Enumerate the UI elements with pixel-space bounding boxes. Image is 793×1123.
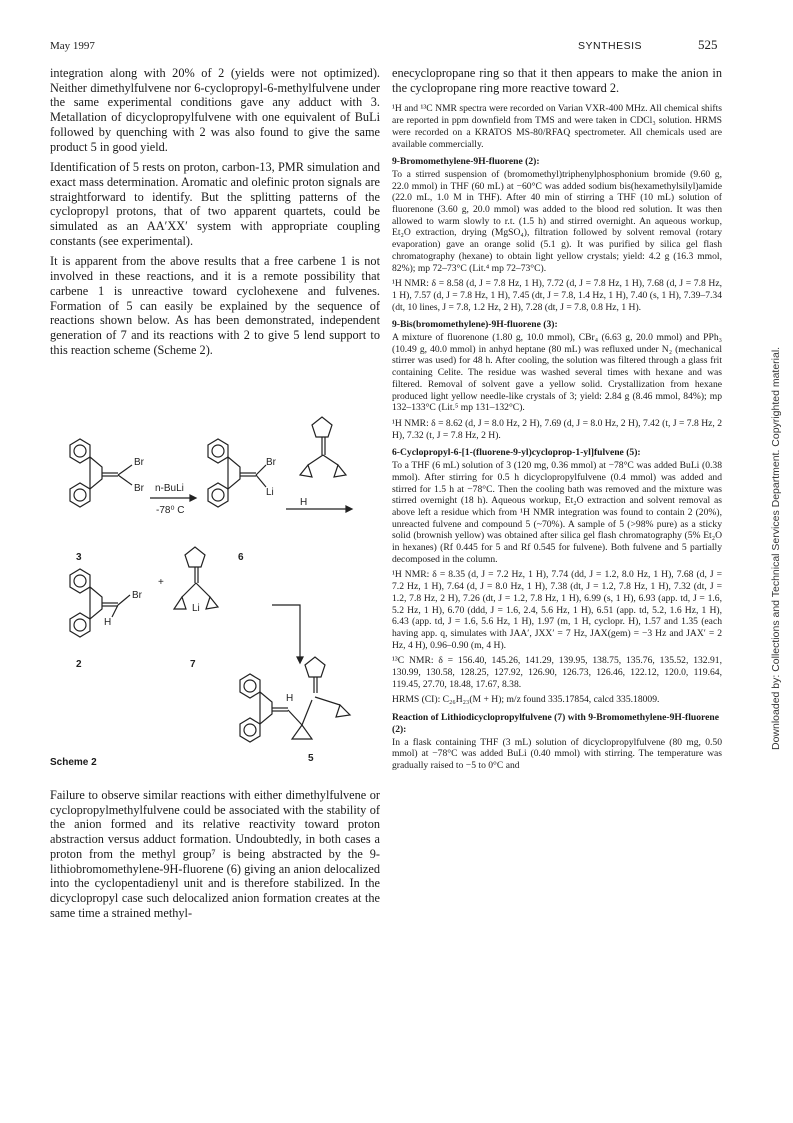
- fluorene-ring-6: [208, 439, 240, 507]
- section-body: To a stirred suspension of (bromomethyl)triphenylphosphonium bromide (9.60 g, 22.0 mmol) in THF (60 mL) at −60°C was added sodium bis(hexamethylsilyl)amide (22.0 mL, 1.0 M in THF). After 40 min of stirring a THF (10 mL) solution of fluorenone (3.60 g, 20.0 mmol) was added to the blood red solution. It was then allowed to warm slowly to r.t. (1.5 h) and stirred overnight. An aqueous workup, Et₂O extraction, drying (MgSO₄), filtration followed by solvent removal (rotary evaporation) gave an orange solid (5.1 g). It was purified by silica gel flash chromatography (hexane) to obtain light yellow crystals; yield: 4.2 g (16.3 mmol, 82%); mp 72–73°C (Lit.⁴ mp 72–73°C).: [392, 168, 722, 274]
- cyclopentadiene-ring: [312, 417, 332, 437]
- general-methods: ¹H and ¹³C NMR spectra were recorded on Varian VXR-400 MHz. All chemical shifts are reported in ppm downfield from TMS and were taken in CDCl₃ solution. HRMS were recorded on a KRATOS MS-80/RFAQ spectrometer. All chemicals used are available commercially.: [392, 103, 722, 150]
- nmr-data: ¹H NMR: δ = 8.62 (d, J = 8.0 Hz, 2 H), 7.69 (d, J = 8.0 Hz, 2 H), 7.42 (t, J = 7.8 Hz, 2 H), 7.32 (t, J = 7.8 Hz, 2 H).: [392, 417, 722, 441]
- hrms-data: HRMS (CI): C₂₆H₂₃(M + H); m/z found 335.17854, calcd 335.18009.: [392, 694, 660, 706]
- section-body: To a THF (6 mL) solution of 3 (120 mg, 0.36 mmol) at −78°C was added BuLi (0.38 mmol). After stirring for 0.5 h dicyclopropylfulvene (0.4 mmol) was added and stirred for 1.5 h at −78°C. Then the cooling bath was removed and the mixture was stirred overnight (18 h). Aqueous workup, Et₂O extraction and solvent removal as above left a residue which from ¹H NMR integration was found to contain 2 (20%), unreacted fulvene and compound 5 (~70%). A sample of 5 (>98% pure) as a sticky solid (brownish yellow) was obtained after silica gel flash chromatography (5% Et₂O in hexanes) (Rf 0.445 for 5 and Rf 0.545 for fulvene). Both fulvene and 5 partially decomposed in the column.: [392, 460, 722, 565]
- download-watermark: [770, 300, 790, 750]
- section-title: Reaction of Lithiodicyclopropylfulvene (7) with 9-Bromomethylene-9H-fluorene (2):: [392, 712, 719, 735]
- atom-label: H: [286, 693, 294, 704]
- compound-number: 7: [190, 659, 196, 670]
- cyclopentadiene-ring: [305, 657, 325, 677]
- fluorene-ring-2: [70, 569, 102, 637]
- paragraph: integration along with 20% of 2 (yields were not optimized). Neither dimethylfulvene nor 6-cyclopropyl-6-methylfulvene under the same experimental conditions gave any adduct with 3. Metallation of dicyclopropylfulvene with one equivalent of BuLi followed by quenching with 2 was also found to give the same product 5 in good yield.: [50, 66, 380, 154]
- atom-label: H: [300, 497, 308, 508]
- atom-label: Br: [134, 457, 144, 468]
- right-column: [392, 66, 722, 776]
- cyclopentadiene-ring: [185, 547, 205, 567]
- paragraph: Failure to observe similar reactions with either dimethylfulvene or cyclopropylmethylfulvene could be associated with the stability of the anion formed and its relative reactivity toward proton abstraction versus adduct formation. Undoubtedly, in both cases a proton from the methyl group⁷ is being abstracted by the 9-lithiobromomethylene-9H-fluorene (6) giving an anion delocalized into the cyclopentadienyl unit and is therefore stabilized. In the dicyclopropyl case such delocalized anion formation creates at the same time a strained methyl-: [50, 788, 380, 920]
- atom-label: Li: [192, 603, 200, 614]
- section-body: In a flask containing THF (3 mL) solution of dicyclopropylfulvene (80 mg, 0.50 mmol) at −78°C was added BuLi (0.40 mmol) with stirring. The temperature was gradually raised to −5 to 0°C and: [392, 736, 722, 771]
- cnmr-data: ¹³C NMR: δ = 156.40, 145.26, 141.29, 139.95, 138.75, 135.76, 135.52, 132.91, 130.99, 130.58, 128.25, 127.92, 126.90, 126.73, 126.46, 122.12, 120.0, 119.64, 119.45, 27.70, 18.48, 17.67, 8.38.: [392, 655, 722, 690]
- reaction-scheme: [50, 405, 380, 775]
- plus-sign: +: [158, 577, 164, 588]
- atom-label: Br: [134, 483, 144, 494]
- reagent-label: n-BuLi: [155, 483, 184, 494]
- paragraph: It is apparent from the above results that a free carbene 1 is not involved in these reactions, and it is a remote possibility that carbene 1 is unreactive toward cyclohexene and fulvenes. Formation of 5 can easily be explained by the sequence of reactions shown below. As has been demonstrated, independent generation of 7 and its reactions with 2 to give 5 lend support to this reaction scheme (Scheme 2).: [50, 254, 380, 357]
- atom-label: Br: [132, 590, 142, 601]
- compound-number: 5: [308, 753, 314, 764]
- atom-label: H: [104, 617, 112, 628]
- nmr-data: ¹H NMR: δ = 8.58 (d, J = 7.8 Hz, 1 H), 7.72 (d, J = 7.8 Hz, 1 H), 7.68 (d, J = 7.8 Hz, 1 H), 7.57 (d, J = 7.8 Hz, 1 H), 7.45 (dt, J = 7.8, 1.4 Hz, 1 H), 7.40 (s, 1 H), 7.39–7.34 (dt, 10 lines, J = 7.8, 1.2 Hz, 2 H), 7.28 (dt, J = 7.8, 0.8 Hz, 1 H).: [392, 278, 722, 313]
- compound-number: 6: [238, 552, 244, 563]
- paragraph: Identification of 5 rests on proton, carbon-13, PMR simulation and exact mass determination. Aromatic and olefinic proton signals are straightforward to identify. But the splitting patterns of the cyclopropyl protons, that of two apparent quartets, could be simulated as an AA′XX′ system with appropriate coupling constants (see experimental).: [50, 160, 380, 248]
- section-title: 9-Bromomethylene-9H-fluorene (2):: [392, 156, 540, 168]
- watermark-text: Downloaded by: Collections and Technical Services Department. Copyrighted material.: [770, 346, 782, 750]
- paragraph: enecyclopropane ring so that it then appears to make the anion in the cyclopropane ring more reactive toward 2.: [392, 66, 722, 95]
- compound-number: 3: [76, 552, 82, 563]
- scheme-drawing: [50, 405, 380, 775]
- reaction-arrow: [272, 605, 300, 657]
- section-body: A mixture of fluorenone (1.80 g, 10.0 mmol), CBr₄ (6.63 g, 20.0 mmol) and PPh₃ (10.49 g, 40.0 mmol) in anhyd heptane (80 mL) was refluxed under N₂ (mechanical stirrer was used) for 48 h. After cooling, the solution was filtered through a glass frit containing Celite. The residue was washed several times with hexane and was filtered. Removal of solvent gave a yellow solid. Crystallization from hexane produced light yellow needle-like crystals of 3; yield: 2.84 g (8.46 mmol, 84%); mp 132–133°C (Lit.⁵ mp 131–132°C).: [392, 332, 722, 414]
- header-date: May 1997: [50, 40, 95, 52]
- fluorene-ring-3: [70, 439, 102, 507]
- nmr-data: ¹H NMR: δ = 8.35 (d, J = 7.2 Hz, 1 H), 7.74 (dd, J = 1.2, 8.0 Hz, 1 H), 7.68 (d, J = 7.2 Hz, 1 H), 7.64 (d, J = 8.0 Hz, 1 H), 7.38 (dt, J = 1.2, 7.8 Hz, 1 H), 7.32 (dt, J = 1.2, 7.8 Hz, 2 H), 7.26 (dt, J = 1.2, 7.8 Hz, 1 H), 6.99 (s, 1 H), 6.93 (app. td, J = 1.6, 5.2 Hz, 1 H), 6.70 (ddd, J = 1.6, 2.4, 5.6 Hz, 1 H), 6.51 (app. td, 5.2, 1.6 Hz, 1 H), 6.43 (app. td, J = 1.6, 5.6 Hz, 1 H), 1.97 (m, 1 H, cyclopr. H), 1.57 and 1.35 (each having app. q, simulates with JAA′, JXX′ = 7 Hz, JAX(gem) = −3 Hz and JAX′ = 2 Hz, 4 H), 0.96–0.90 (m, 4 H).: [392, 569, 722, 651]
- left-column: [50, 66, 380, 363]
- compound-number: 2: [76, 659, 82, 670]
- section-title: 9-Bis(bromomethylene)-9H-fluorene (3):: [392, 319, 558, 331]
- atom-label: Li: [266, 487, 274, 498]
- header-journal: SYNTHESIS: [578, 40, 643, 52]
- reagent-label: -78⁰ C: [156, 505, 185, 516]
- left-column-bottom: [50, 788, 380, 926]
- header-page-number: 525: [698, 37, 718, 52]
- atom-label: Br: [266, 457, 276, 468]
- scheme-caption: Scheme 2: [50, 757, 97, 768]
- fluorene-ring-5: [240, 674, 272, 742]
- section-title: 6-Cyclopropyl-6-[1-(fluorene-9-yl)cycloprop-1-yl]fulvene (5):: [392, 447, 641, 459]
